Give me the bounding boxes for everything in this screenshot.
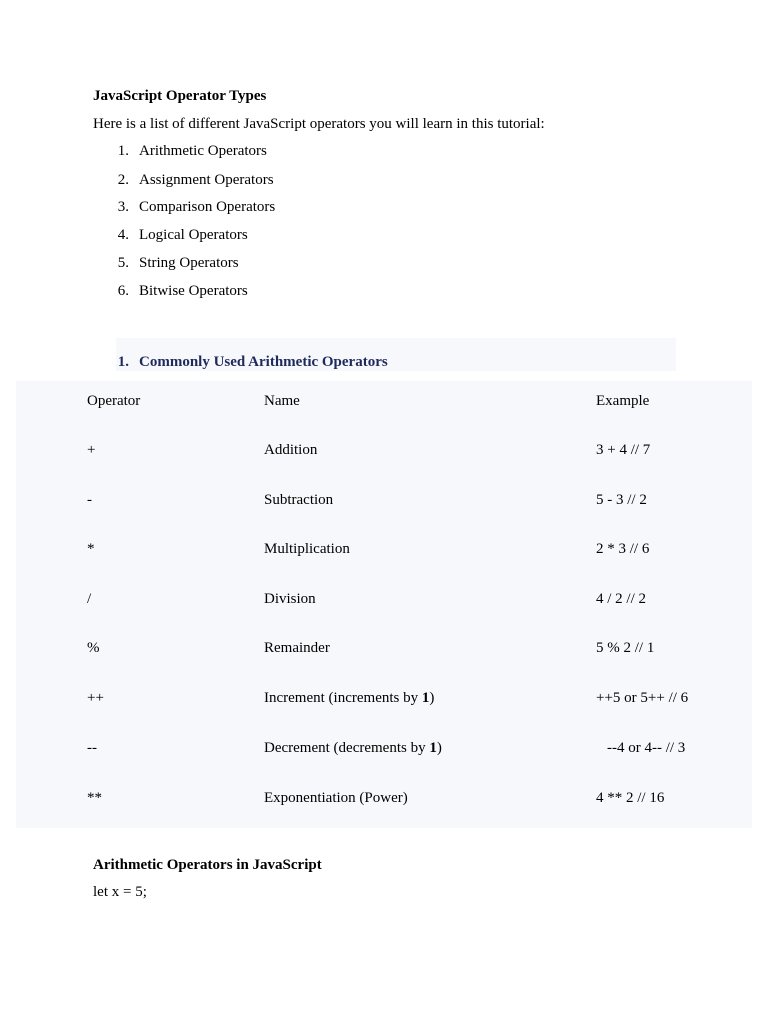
subheading: Arithmetic Operators in JavaScript	[93, 857, 322, 873]
list-item-number: 1.	[117, 143, 129, 159]
intro-text: Here is a list of different JavaScript operators you will learn in this tutorial:	[93, 116, 545, 132]
section-title: Commonly Used Arithmetic Operators	[139, 354, 388, 370]
cell-name-suffix: )	[436, 740, 442, 756]
cell-operator: **	[87, 790, 102, 806]
list-item-number: 3.	[117, 199, 129, 215]
list-item-number: 5.	[117, 255, 129, 271]
cell-example: --4 or 4-- // 3	[607, 740, 686, 756]
list-item-label: String Operators	[139, 255, 239, 271]
cell-operator: ++	[87, 690, 104, 706]
cell-operator: --	[87, 740, 97, 756]
cell-example: 5 % 2 // 1	[596, 640, 655, 656]
cell-name-suffix: )	[429, 690, 435, 706]
cell-name: Addition	[264, 442, 318, 458]
cell-name: Division	[264, 591, 316, 607]
cell-name: Remainder	[264, 640, 330, 656]
cell-example: 4 / 2 // 2	[596, 591, 647, 607]
cell-name	[264, 741, 442, 756]
cell-name: Exponentiation (Power)	[264, 790, 408, 806]
list-item-label: Bitwise Operators	[139, 283, 248, 299]
page-title: JavaScript Operator Types	[93, 88, 267, 104]
cell-name	[264, 691, 434, 706]
cell-name-bold: 1	[429, 740, 437, 756]
cell-operator: *	[87, 541, 95, 557]
cell-name-prefix: Decrement (decrements by	[264, 740, 430, 756]
header-operator: Operator	[87, 393, 141, 409]
cell-operator: +	[87, 442, 96, 458]
cell-example: 3 + 4 // 7	[596, 442, 651, 458]
cell-operator: -	[87, 492, 92, 508]
list-item-number: 2.	[117, 172, 129, 188]
cell-example: 5 - 3 // 2	[596, 492, 647, 508]
cell-name-prefix: Increment (increments by	[264, 690, 422, 706]
cell-operator: /	[87, 591, 92, 607]
header-name: Name	[264, 393, 300, 409]
list-item-label: Assignment Operators	[139, 172, 274, 188]
section-number: 1.	[117, 354, 129, 370]
cell-example: ++5 or 5++ // 6	[596, 690, 689, 706]
list-item-label: Comparison Operators	[139, 199, 276, 215]
code-line: let x = 5;	[93, 884, 147, 900]
cell-name: Multiplication	[264, 541, 350, 557]
cell-example: 4 ** 2 // 16	[596, 790, 665, 806]
cell-name: Subtraction	[264, 492, 334, 508]
cell-name-bold: 1	[421, 690, 430, 706]
list-item-label: Arithmetic Operators	[139, 143, 267, 159]
list-item-label: Logical Operators	[139, 227, 248, 243]
list-item-number: 4.	[117, 227, 129, 243]
cell-example: 2 * 3 // 6	[596, 541, 650, 557]
header-example: Example	[596, 393, 650, 409]
cell-operator: %	[87, 640, 100, 656]
list-item-number: 6.	[117, 283, 129, 299]
